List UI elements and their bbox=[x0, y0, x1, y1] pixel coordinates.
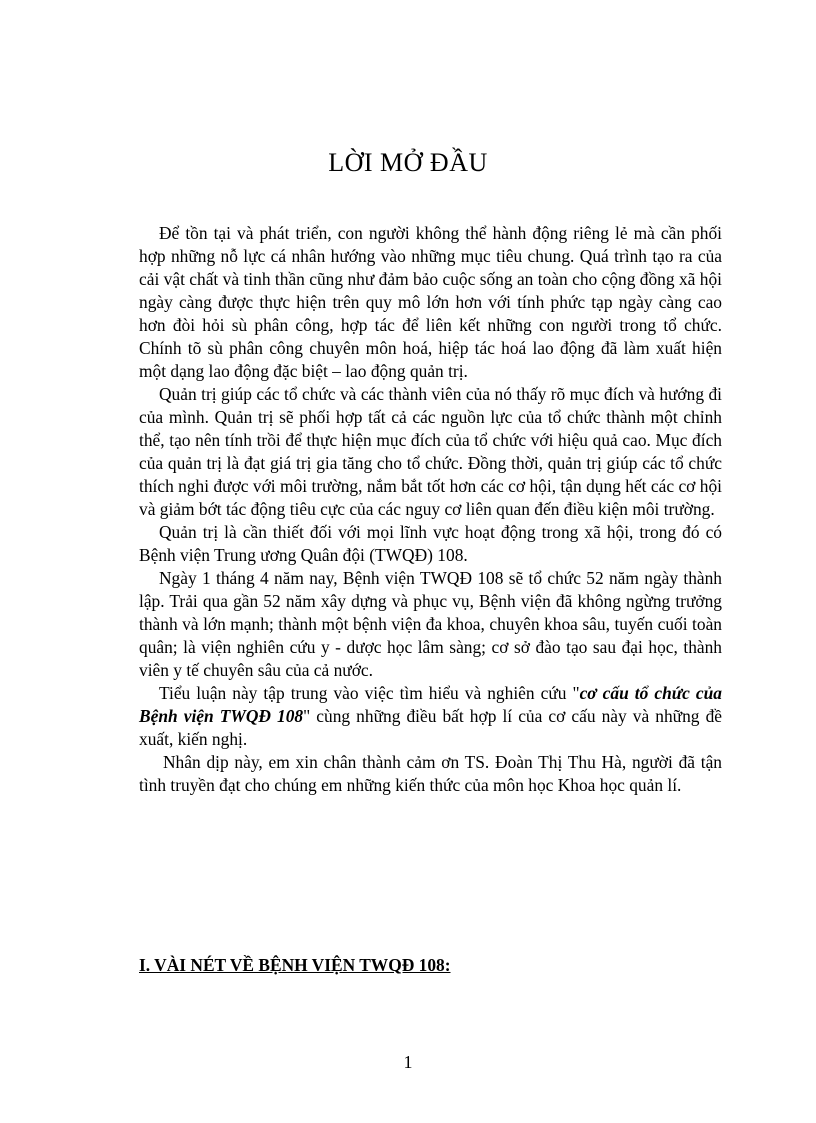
paragraph-hospital-history: Ngày 1 tháng 4 năm nay, Bệnh viện TWQĐ 108 sẽ tổ chức 52 năm ngày thành lập. Trải qua gần 52 năm xây dựng và phục vụ, Bệnh viện đã không ngừng trưởng thành và lớn mạnh; thành một bệnh viện đa khoa, chuyên khoa sâu, tuyến cuối toàn quân; là viện nghiên cứu y - dược học lâm sàng; cơ sở đào tạo sau đại học, thành viên y tế chuyên sâu của cả nước. bbox=[139, 568, 722, 680]
paragraph-essay-scope-emphasis: cơ cấu tổ chức của Bệnh viện TWQĐ 108 bbox=[139, 683, 722, 726]
paragraph-essay-scope-after: " cùng những điều bất hợp lí của cơ cấu này và những đề xuất, kiến nghị. bbox=[139, 706, 722, 749]
paragraph-role-of-management: Quản trị giúp các tổ chức và các thành viên của nó thấy rõ mục đích và hướng đi của mình. Quản trị sẽ phối hợp tất cả các nguồn lực của tổ chức thành một chỉnh thể, tạo nên tính trồi để thực hiện mục đích của tổ chức với hiệu quả cao. Mục đích của quản trị là đạt giá trị gia tăng cho tổ chức. Đồng thời, quản trị giúp các tổ chức thích nghi được với môi trường, nắm bắt tốt hơn các cơ hội, tận dụng hết các cơ hội và giảm bớt tác động tiêu cực của các nguy cơ liên quan đến điều kiện môi trường. bbox=[139, 384, 722, 519]
body-text bbox=[139, 222, 722, 797]
paragraph-essay-scope-before: Tiểu luận này tập trung vào việc tìm hiểu và nghiên cứu " bbox=[159, 683, 580, 703]
paragraph-intro: Để tồn tại và phát triển, con người không thể hành động riêng lẻ mà cần phối hợp những nỗ lực cá nhân hướng vào những mục tiêu chung. Quá trình tạo ra của cải vật chất và tinh thần cũng như đảm bảo cuộc sống an toàn cho cộng đồng xã hội ngày càng được thực hiện trên quy mô lớn hơn với tính phức tạp ngày càng cao hơn đòi hỏi sù phân công, hợp tác để liên kết những con người trong tổ chức. Chính tõ sù phân công chuyên môn hoá, hiệp tác hoá lao động đã làm xuất hiện một dạng lao động đặc biệt – lao động quản trị. bbox=[139, 223, 722, 381]
paragraph-acknowledgement: Nhân dịp này, em xin chân thành cảm ơn TS. Đoàn Thị Thu Hà, người đã tận tình truyền đạt cho chúng em những kiến thức của môn học Khoa học quản lí. bbox=[139, 752, 722, 795]
page-title: LỜI MỞ ĐẦU bbox=[328, 148, 488, 177]
paragraph-management-necessity: Quản trị là cần thiết đối với mọi lĩnh vực hoạt động trong xã hội, trong đó có Bệnh viện Trung ương Quân đội (TWQĐ) 108. bbox=[139, 522, 722, 565]
paragraph-essay-scope bbox=[139, 682, 722, 751]
section-heading: I. VÀI NÉT VỀ BỆNH VIỆN TWQĐ 108: bbox=[139, 955, 451, 975]
page-number: 1 bbox=[403, 1052, 413, 1072]
